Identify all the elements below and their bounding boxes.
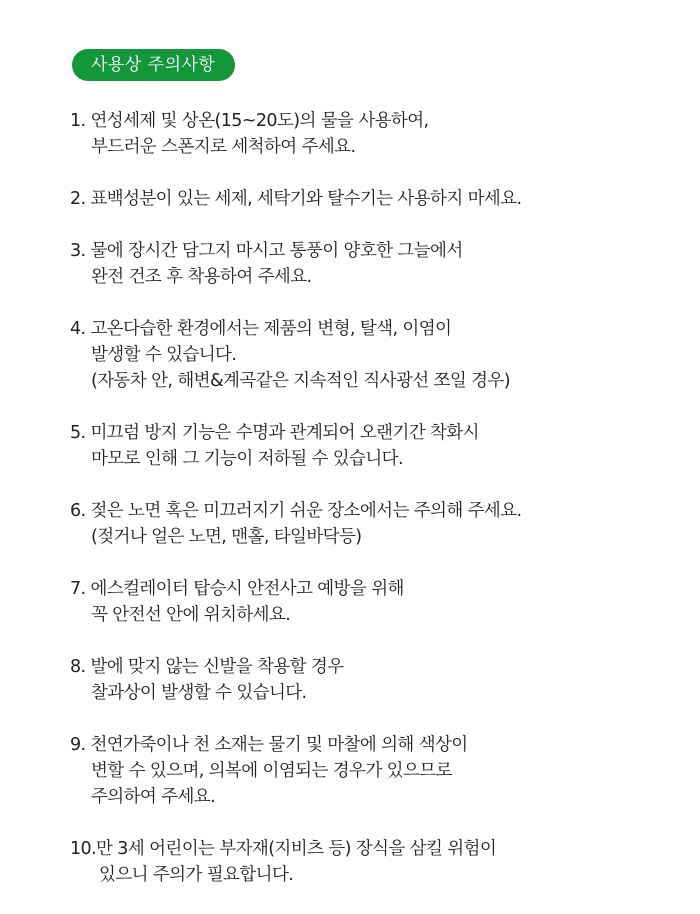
- caution-item-continuation: 있으니 주의가 필요합니다.: [99, 865, 294, 885]
- caution-item-text: 7. 에스컬레이터 탑승시 안전사고 예방을 위해: [70, 579, 404, 599]
- caution-item-text: 3. 물에 장시간 담그지 마시고 통풍이 양호한 그늘에서: [70, 241, 463, 261]
- caution-item-continuation: 꼭 안전선 안에 위치하세요.: [91, 605, 291, 625]
- caution-item-9: [70, 732, 690, 810]
- caution-item-continuation: 주의하여 주세요.: [91, 787, 216, 807]
- caution-item-4: [70, 316, 690, 394]
- caution-item-text: 5. 미끄럼 방지 기능은 수명과 관계되어 오랜기간 착화시: [70, 423, 479, 443]
- caution-item-text: 1. 연성세제 및 상온(15~20도)의 물을 사용하여,: [70, 111, 429, 131]
- caution-item-continuation: 마모로 인해 그 기능이 저하될 수 있습니다.: [91, 449, 403, 469]
- caution-item-1: [70, 108, 690, 160]
- caution-item-7: [70, 576, 690, 628]
- caution-item-continuation: (자동차 안, 해변&계곡같은 지속적인 직사광선 쪼일 경우): [91, 371, 510, 391]
- caution-item-text: 6. 젖은 노면 혹은 미끄러지기 쉬운 장소에서는 주의해 주세요.: [70, 501, 522, 521]
- caution-item-continuation: (젖거나 얼은 노면, 맨홀, 타일바닥등): [91, 527, 362, 547]
- caution-list: [70, 108, 690, 914]
- caution-item-continuation: 찰과상이 발생할 수 있습니다.: [91, 683, 307, 703]
- caution-item-text: 2. 표백성분이 있는 세제, 세탁기와 탈수기는 사용하지 마세요.: [70, 189, 522, 209]
- caution-item-3: [70, 238, 690, 290]
- caution-item-continuation: 부드러운 스폰지로 세척하여 주세요.: [91, 137, 356, 157]
- section-title-badge: 사용상 주의사항: [72, 49, 235, 81]
- caution-item-text: 10.만 3세 어린이는 부자재(지비츠 등) 장식을 삼킬 위험이: [70, 839, 497, 859]
- caution-item-continuation: 완전 건조 후 착용하여 주세요.: [91, 267, 312, 287]
- caution-item-5: [70, 420, 690, 472]
- caution-item-continuation: 발생할 수 있습니다.: [91, 345, 237, 365]
- caution-item-text: 8. 발에 맞지 않는 신발을 착용할 경우: [70, 657, 344, 677]
- caution-item-6: [70, 498, 690, 550]
- caution-item-text: 9. 천연가죽이나 천 소재는 물기 및 마찰에 의해 색상이: [70, 735, 468, 755]
- caution-item-text: 4. 고온다습한 환경에서는 제품의 변형, 탈색, 이염이: [70, 319, 452, 339]
- caution-item-8: [70, 654, 690, 706]
- caution-item-2: [70, 186, 690, 212]
- caution-item-10: [70, 836, 690, 888]
- caution-item-continuation: 변할 수 있으며, 의복에 이염되는 경우가 있으므로: [91, 761, 452, 781]
